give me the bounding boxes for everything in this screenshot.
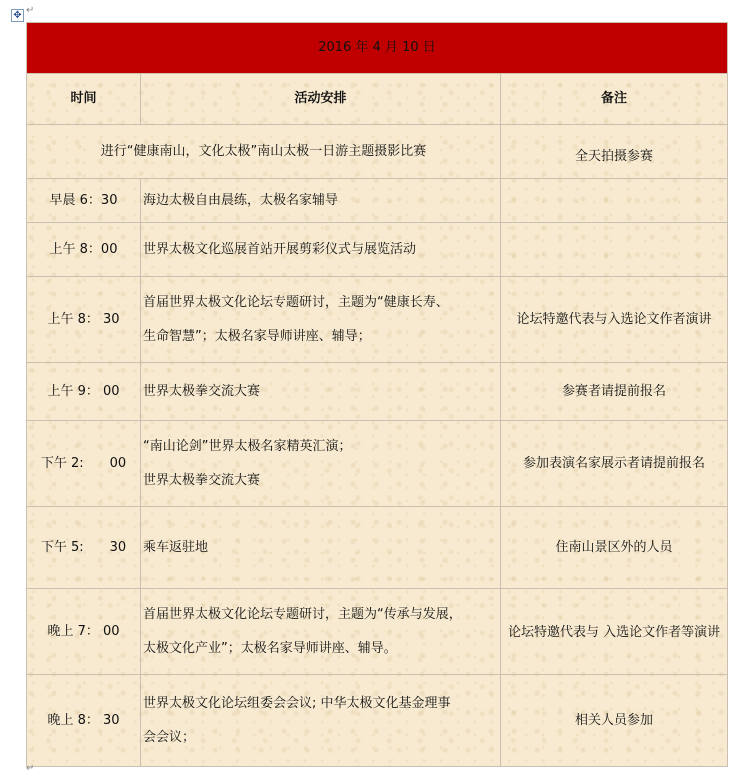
row-note: [501, 223, 728, 277]
row-note: 论坛特邀代表与 入选论文作者等演讲: [501, 589, 728, 675]
row-time: 晚上 7： 00: [27, 589, 141, 675]
activity-line: 世界太极拳交流大赛: [143, 472, 261, 488]
table-row: [27, 507, 728, 589]
row-activity: [141, 507, 501, 589]
date-header: 2016 年 4 月 10 日: [27, 23, 728, 74]
row-note: [501, 179, 728, 223]
row-note: 参加表演名家展示者请提前报名: [501, 421, 728, 507]
row-time: 下午 5: 30: [27, 507, 141, 589]
activity-line: 太极文化产业”；太极名家导师讲座、辅导。: [143, 640, 397, 656]
activity-line: 生命智慧”；太极名家导师讲座、辅导；: [143, 328, 371, 344]
row-activity: [141, 675, 501, 767]
activity-line: “南山论剑”世界太极名家精英汇演；: [143, 438, 352, 454]
header-time: 时间: [27, 74, 141, 125]
row-note: 相关人员参加: [501, 675, 728, 767]
table-move-handle-icon[interactable]: ✥: [11, 9, 24, 22]
schedule-table: [26, 22, 728, 767]
row-activity: [141, 223, 501, 277]
activity-line: 世界太极拳交流大赛: [143, 383, 261, 399]
row-activity: [141, 421, 501, 507]
table-row: [27, 589, 728, 675]
header-note: 备注: [501, 74, 728, 125]
table-row: [27, 675, 728, 767]
row-time: 上午 9： 00: [27, 363, 141, 421]
row-note: 住南山景区外的人员: [501, 507, 728, 589]
table-row: [27, 363, 728, 421]
column-header-row: [27, 74, 728, 125]
activity-line: 乘车返驻地: [143, 539, 209, 555]
row-activity: [141, 277, 501, 363]
row-time: 上午 8： 30: [27, 277, 141, 363]
activity-line: 世界太极文化巡展首站开展剪彩仪式与展览活动: [143, 241, 417, 257]
paragraph-mark-icon: ↵: [26, 5, 35, 16]
row-time: 下午 2: 00: [27, 421, 141, 507]
row-activity: [141, 363, 501, 421]
row-time: 上午 8：00: [27, 223, 141, 277]
row-time: 早晨 6：30: [27, 179, 141, 223]
date-header-row: [27, 23, 728, 74]
header-activity: 活动安排: [141, 74, 501, 125]
activity-line: 世界太极文化论坛组委会会议; 中华太极文化基金理事: [143, 695, 451, 711]
activity-line: 海边太极自由晨练，太极名家辅导: [143, 192, 339, 208]
paragraph-mark-icon: ↵: [26, 763, 35, 774]
row-activity: [141, 589, 501, 675]
row-note: 论坛特邀代表与入选论文作者演讲: [501, 277, 728, 363]
full-day-activity: 进行“健康南山，文化太极”南山太极一日游主题摄影比赛: [27, 125, 501, 179]
table-row: [27, 179, 728, 223]
table-row: [27, 223, 728, 277]
activity-line: 首届世界太极文化论坛专题研讨，主题为“健康长寿、: [143, 294, 449, 310]
row-activity: [141, 179, 501, 223]
full-day-note: 全天拍摄参赛: [501, 125, 728, 179]
row-note: 参赛者请提前报名: [501, 363, 728, 421]
row-time: 晚上 8： 30: [27, 675, 141, 767]
activity-line: 会会议；: [143, 729, 196, 745]
table-row: [27, 125, 728, 179]
table-row: [27, 277, 728, 363]
table-row: [27, 421, 728, 507]
activity-line: 首届世界太极文化论坛专题研讨，主题为“传承与发展，: [143, 606, 462, 622]
